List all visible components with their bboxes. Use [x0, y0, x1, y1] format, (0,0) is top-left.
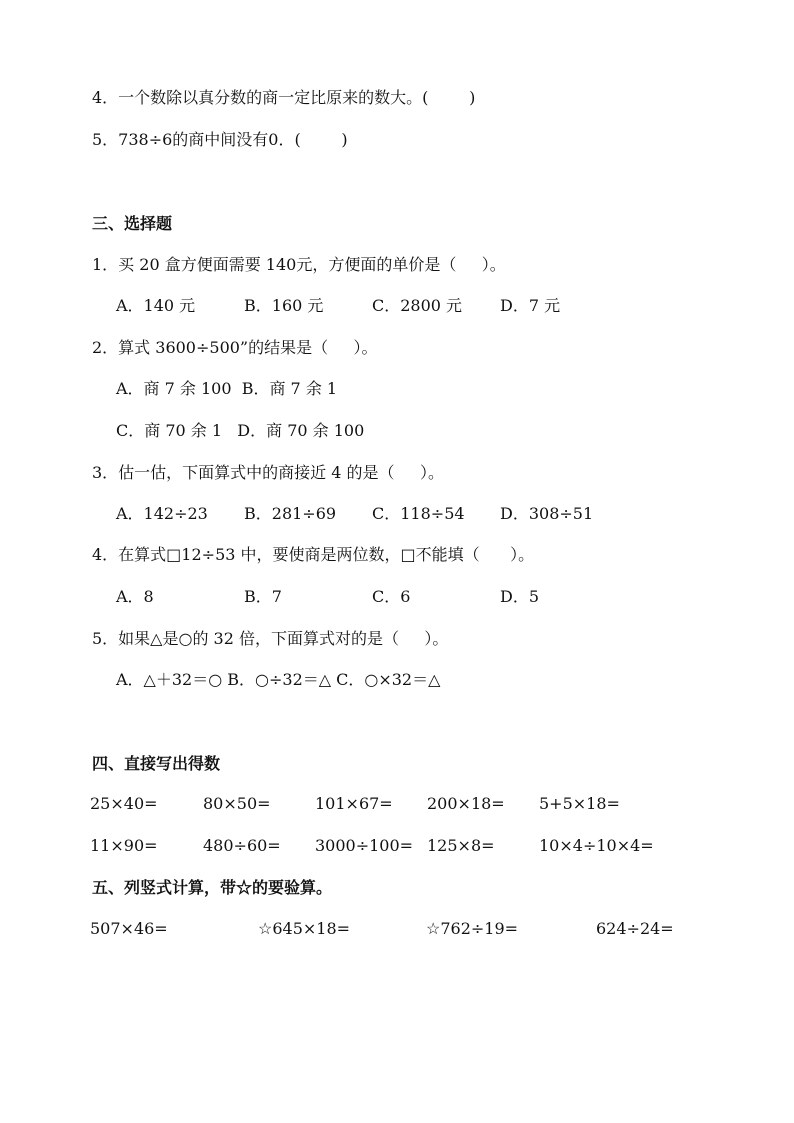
s4-row2-item3: 3000÷100= — [315, 836, 414, 855]
s4-row1-item2: 80×50= — [203, 794, 271, 813]
s3-q5-stem: 5．如果△是○的 32 倍，下面算式对的是（ ）。 — [92, 629, 449, 648]
s4-row2-item5: 10×4÷10×4= — [539, 836, 654, 855]
s5-item1: 507×46= — [90, 919, 168, 938]
s3-q3-stem: 3．估一估，下面算式中的商接近 4 的是（ ）。 — [92, 463, 444, 482]
s4-row2-item1: 11×90= — [90, 836, 158, 855]
section4-title: 四、直接写出得数 — [92, 754, 221, 773]
s3-q4-option-c: C．6 — [372, 587, 411, 606]
s4-row1-item1: 25×40= — [90, 794, 158, 813]
s3-q3-option-a: A．142÷23 — [116, 504, 208, 523]
s3-q4-option-d: D．5 — [500, 587, 540, 606]
s3-q1-option-d: D．7 元 — [500, 296, 561, 315]
s3-q1-stem: 1．买 20 盒方便面需要 140元，方便面的单价是（ ）。 — [92, 255, 506, 274]
s3-q2-options-line2: C．商 70 余 1 D．商 70 余 100 — [116, 421, 365, 440]
judgment-q5: 5．738÷6的商中间没有0．( ) — [92, 130, 348, 149]
s3-q2-options-line1: A．商 7 余 100 B．商 7 余 1 — [116, 379, 338, 398]
s3-q3-option-d: D．308÷51 — [500, 504, 594, 523]
s5-item3: ☆762÷19= — [426, 919, 519, 938]
s5-item4: 624÷24= — [596, 919, 674, 938]
s4-row1-item3: 101×67= — [315, 794, 393, 813]
s4-row2-item4: 125×8= — [427, 836, 495, 855]
s3-q3-option-b: B．281÷69 — [244, 504, 337, 523]
s4-row2-item2: 480÷60= — [203, 836, 281, 855]
s4-row1-item5: 5+5×18= — [539, 794, 620, 813]
judgment-q4: 4．一个数除以真分数的商一定比原来的数大。( ) — [92, 88, 476, 107]
s3-q5-options-line1: A．△＋32＝○ B．○÷32＝△ C．○×32＝△ — [116, 670, 441, 689]
section5-title: 五、列竖式计算，带☆的要验算。 — [92, 878, 333, 897]
s5-item2: ☆645×18= — [258, 919, 351, 938]
section3-title: 三、选择题 — [92, 214, 173, 233]
s3-q1-option-a: A．140 元 — [116, 296, 196, 315]
s3-q4-option-b: B．7 — [244, 587, 282, 606]
s3-q3-option-c: C．118÷54 — [372, 504, 465, 523]
s4-row1-item4: 200×18= — [427, 794, 505, 813]
s3-q4-stem: 4．在算式□12÷53 中，要使商是两位数，□不能填（ ）。 — [92, 545, 535, 564]
s3-q1-option-c: C．2800 元 — [372, 296, 463, 315]
s3-q4-option-a: A．8 — [116, 587, 154, 606]
s3-q1-option-b: B．160 元 — [244, 296, 324, 315]
s3-q2-stem: 2．算式 3600÷500”的结果是（ ）。 — [92, 338, 378, 357]
